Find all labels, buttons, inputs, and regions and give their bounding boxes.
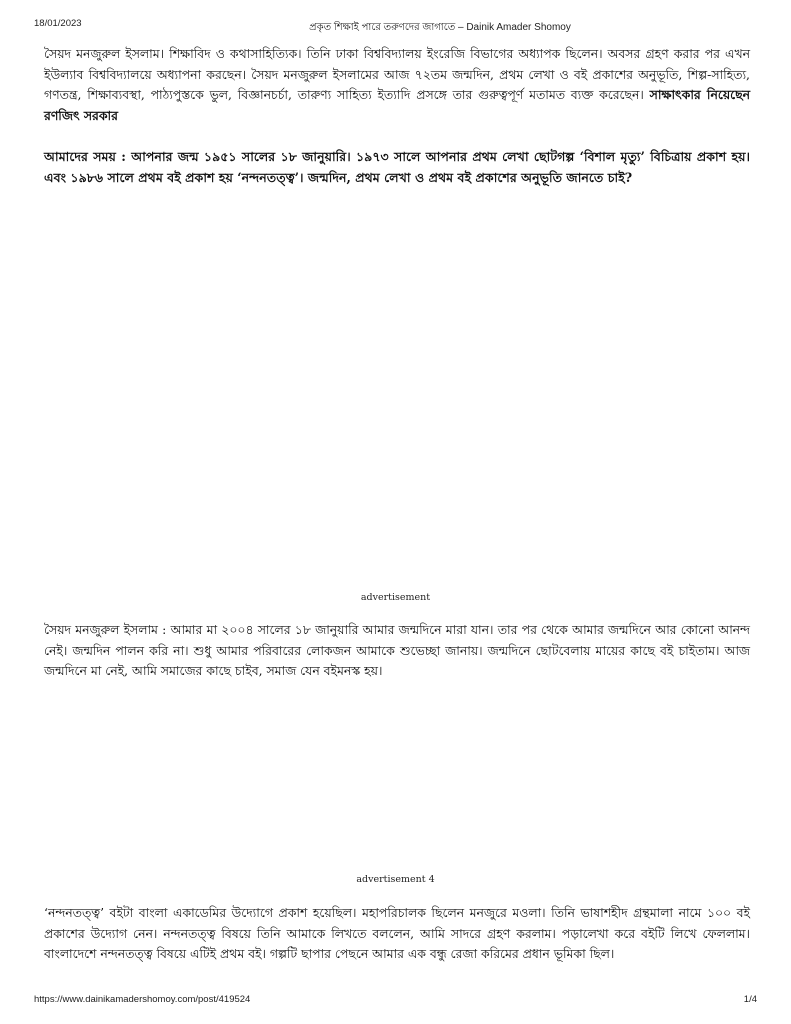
page-title: প্রকৃত শিক্ষাই পারে তরুণদের জাগাতে – Dainik Amader Shomoy bbox=[309, 22, 571, 33]
intro-text: সৈয়দ মনজুরুল ইসলাম। শিক্ষাবিদ ও কথাসাহিত্যিক। তিনি ঢাকা বিশ্ববিদ্যালয় ইংরেজি বিভাগের অধ্যাপক ছিলেন। অবসর গ্রহণ করার পর এখন ইউল্যাব বিশ্ববিদ্যালয়ে অধ্যাপনা করছেন। সৈয়দ মনজুরুল ইসলামের আজ ৭২তম জন্মদিন, প্রথম লেখা ও বই প্রকাশের অনুভূতি, শিল্প-সাহিত্য, গণতন্ত্র, শিক্ষাব্যবস্থা, পাঠ্যপুস্তকে ভুল, বিজ্ঞানচর্চা, তারুণ্য সাহিত্য ইত্যাদি প্রসঙ্গে তার গুরুত্বপূর্ণ মতামত ব্যক্ত করেছেন। bbox=[44, 46, 750, 102]
advertisement-label: advertisement bbox=[360, 592, 431, 603]
page-url: https://www.dainikamadershomoy.com/post/419524 bbox=[34, 994, 251, 1005]
print-date: 18/01/2023 bbox=[34, 18, 82, 29]
question-paragraph: আমাদের সময় : আপনার জন্ম ১৯৫১ সালের ১৮ জানুয়ারি। ১৯৭৩ সালে আপনার প্রথম লেখা ছোটগল্প ‘বিশাল মৃত্যু’ বিচিত্রায় প্রকাশ হয়। এবং ১৯৮৬ সালে প্রথম বই প্রকাশ হয় ‘নন্দনতত্ত্ব’। জন্মদিন, প্রথম লেখা ও প্রথম বই প্রকাশের অনুভূতি জানতে চাই? bbox=[44, 149, 750, 185]
intro-paragraph bbox=[44, 44, 750, 126]
answer-paragraph: সৈয়দ মনজুরুল ইসলাম : আমার মা ২০০৪ সালের ১৮ জানুয়ারি আমার জন্মদিনে মারা যান। তার পর থেকে আমার জন্মদিনে আর কোনো আনন্দ নেই। জন্মদিন পালন করি না। শুধু আমার পরিবারের লোকজন আমাকে শুভেচ্ছা জানায়। জন্মদিনে ছোটবেলায় মায়ের কাছে বই চাইতাম। আজ জন্মদিনে মা নেই, আমি সমাজের কাছে চাইব, সমাজ যেন বইমনস্ক হয়। bbox=[44, 622, 750, 678]
interview-credit: সাক্ষাৎকার নিয়েছেন রণজিৎ সরকার bbox=[44, 87, 750, 123]
advertisement-label-4: advertisement 4 bbox=[356, 874, 435, 885]
page-number: 1/4 bbox=[743, 994, 757, 1005]
answer-paragraph-2: ‘নন্দনতত্ত্ব’ বইটা বাংলা একাডেমির উদ্যোগে প্রকাশ হয়েছিল। মহাপরিচালক ছিলেন মনজুরে মওলা। তিনি ভাষাশহীদ গ্রন্থমালা নামে ১০০ বই প্রকাশের উদ্যোগ নেন। নন্দনতত্ত্ব বিষয়ে তিনি আমাকে লিখতে বললেন, আমি সাদরে গ্রহণ করলাম। পড়ালেখা করে বইটি লিখে ফেললাম। বাংলাদেশে নন্দনতত্ত্ব বিষয়ে এটিই প্রথম বই। গল্পটি ছাপার পেছনে আমার এক বন্ধু রেজা করিমের প্রধান ভূমিকা ছিল। bbox=[44, 905, 750, 961]
